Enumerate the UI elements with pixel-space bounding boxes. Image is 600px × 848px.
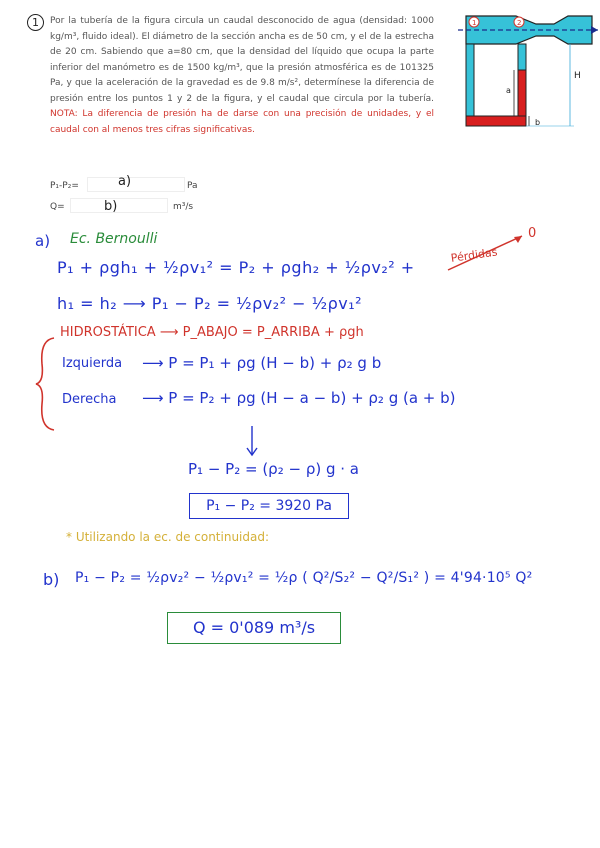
brace-icon: [34, 334, 60, 434]
perdidas-strike: [440, 228, 530, 278]
point-1-label: 1: [472, 19, 477, 27]
dim-b-label: b: [535, 118, 541, 127]
flow-equation: P₁ − P₂ = ½ρv₂² − ½ρv₁² = ½ρ ( Q²/S₂² − Q²/S₁² ) = 4'94·10⁵ Q²: [75, 570, 533, 586]
result-flow-box: Q = 0'089 m³/s: [167, 612, 341, 644]
q-hand-note: b): [104, 199, 118, 214]
bernoulli-title: Ec. Bernoulli: [70, 231, 158, 247]
q-label: Q=: [50, 202, 65, 212]
dim-a-label: a: [506, 86, 511, 95]
pressure-difference-equation: P₁ − P₂ = (ρ₂ − ρ) g · a: [188, 460, 359, 478]
perdidas-zero: 0: [528, 226, 537, 241]
bottom-tube-manometric: [466, 116, 526, 126]
continuity-note: * Utilizando la ec. de continuidad:: [66, 530, 270, 544]
p-diff-hand-note: a): [118, 174, 132, 189]
derecha-label: Derecha: [62, 392, 117, 407]
problem-statement: [50, 14, 434, 138]
right-column-manometric: [518, 70, 526, 116]
result-pressure-box: P₁ − P₂ = 3920 Pa: [189, 493, 349, 519]
problem-number: 1: [27, 14, 44, 31]
statement-main: Por la tubería de la figura circula un caudal desconocido de agua (densidad: 1000 kg/m³, fluido ideal). El diámetro de la sección ancha es de 50 cm, y el de la estrecha de 20 cm. Sabiendo que a=80 cm, que la densidad del líquido que ocupa la parte inferior del manómetro es de 1500 kg/m³, que la presión atmosférica es de 101325 Pa, y que la aceleración de la gravedad es de 9.8 m/s², determínese la diferencia de presión entre los puntos 1 y 2 de la figura, y el caudal que circula por la tubería.: [50, 16, 434, 104]
part-a-label: a): [35, 232, 51, 250]
p-diff-unit: Pa: [187, 181, 198, 191]
pipe-manometer-figure: [436, 8, 600, 138]
p-diff-input[interactable]: [87, 177, 185, 192]
dim-H-label: H: [574, 71, 581, 81]
down-arrow-icon: [244, 424, 260, 458]
perdidas-crossed: Pérdidas: [450, 245, 499, 265]
right-column-water: [518, 44, 526, 70]
hidrostatica-equation: HIDROSTÁTICA ⟶ P_ABAJO = P_ARRIBA + ρgh: [60, 325, 364, 340]
derecha-equation: ⟶ P = P₂ + ρg (H − a − b) + ρ₂ g (a + b): [142, 389, 456, 407]
p-diff-label: P₁-P₂=: [50, 181, 79, 191]
q-input[interactable]: [70, 198, 168, 213]
flow-arrow-icon: [591, 26, 598, 34]
q-unit: m³/s: [173, 202, 194, 212]
part-b-label: b): [43, 570, 60, 589]
point-2-label: 2: [517, 19, 522, 27]
left-column-water: [466, 44, 474, 116]
izquierda-equation: ⟶ P = P₁ + ρg (H − b) + ρ₂ g b: [142, 354, 382, 372]
statement-note: NOTA: La diferencia de presión ha de darse con una precisión de unidades, y el caudal con al menos tres cifras significativas.: [50, 109, 434, 135]
bernoulli-equation: P₁ + ρgh₁ + ½ρv₁² = P₂ + ρgh₂ + ½ρv₂² +: [57, 258, 415, 277]
izquierda-label: Izquierda: [62, 356, 123, 371]
equal-heights-equation: h₁ = h₂ ⟶ P₁ − P₂ = ½ρv₂² − ½ρv₁²: [57, 294, 363, 313]
